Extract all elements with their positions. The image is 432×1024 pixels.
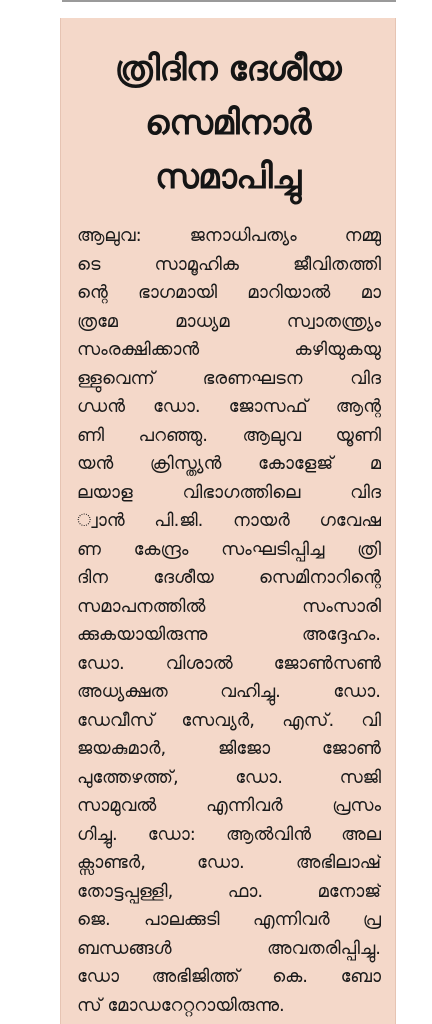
article-body-line: ക്കുകയായിരുന്നു അദ്ദേഹം. [77, 624, 381, 645]
article-body-line: ദിന ദേശീയ സെമിനാറിന്റെ [77, 567, 381, 588]
article-body-line: പുത്തേഴത്ത്, ഡോ. സജി [77, 766, 381, 788]
top-divider [62, 0, 396, 2]
article-body-line: ബന്ധങ്ങൾ അവതരിപ്പിച്ചു. [77, 937, 381, 959]
article-body-line: തോട്ടപ്പള്ളി, ഫാ. മനോജ് [77, 880, 381, 902]
article-body-line: ണ കേന്ദ്രം സംഘടിപ്പിച്ച ത്രി [77, 538, 381, 560]
headline-line: സെമിനാർ [145, 103, 311, 143]
article-body-line: ഗ്ധൻ ഡോ. ജോസഫ് ആന്റ [77, 396, 381, 417]
article-body-line: ജയകുമാർ, ജിജോ ജോൺ [77, 738, 381, 759]
article-body-line: ഡേവീസ് സേവ്യർ, എസ്. വി [77, 709, 381, 731]
article-body-line: ഗിച്ചു. ഡോ: ആൽവിൻ അല [77, 823, 381, 845]
article-body-line: അധ്യക്ഷത വഹിച്ചു. ഡോ. [77, 681, 381, 702]
article-body-line: ടെ സാമൂഹിക ജീവിതത്തി [77, 253, 381, 275]
article-body-line: ഡോ അഭിജിത്ത് കെ. ബോ [77, 966, 381, 987]
article-body-line: ണി പറഞ്ഞു. ആലുവ യൂണി [77, 424, 381, 446]
article-body-line: ള്ളുവെന്ന് ഭരണഘടന വിദ [77, 367, 381, 389]
article-body-line: ജെ. പാലക്കുടി എന്നിവർ പ്ര [77, 909, 381, 930]
article-body-line: സാമുവൽ എന്നിവർ പ്രസം [77, 795, 381, 816]
headline-line: ത്രിദിന ദേശീയ [114, 49, 342, 89]
article-body-line: ക്സാണ്ടർ, ഡോ. അഭിലാഷ് [77, 852, 381, 873]
article-body-line: ന്റെ ഭാഗമായി മാറിയാൽ മാ [77, 282, 381, 303]
article-body-line: സമാപനത്തിൽ സംസാരി [77, 595, 381, 617]
headline-line: സമാപിച്ചു [155, 157, 301, 197]
article-body-line: ഡോ. വിശാൽ ജോൺസൺ [77, 652, 381, 674]
news-article [60, 18, 396, 1024]
article-body-line: ലയാള വിഭാഗത്തിലെ വിദ [77, 481, 381, 503]
article-body-line: ്വാൻ പി.ജി. നായർ ഗവേഷ [77, 510, 381, 531]
article-body [61, 204, 395, 1020]
article-headline [61, 18, 395, 204]
article-body-line: ആലുവ: ജനാധിപത്യം നമ്മു [77, 225, 381, 246]
article-body-line: യൻ ക്രിസ്ത്യൻ കോളേജ് മ [77, 453, 381, 474]
article-body-line: സംരക്ഷിക്കാൻ കഴിയുകയു [77, 339, 381, 360]
article-body-line: സ് മോഡറേറ്ററായിരുന്നു. [77, 994, 285, 1016]
article-body-line: ത്രമേ മാധ്യമ സ്വാതന്ത്ര്യം [77, 310, 381, 332]
